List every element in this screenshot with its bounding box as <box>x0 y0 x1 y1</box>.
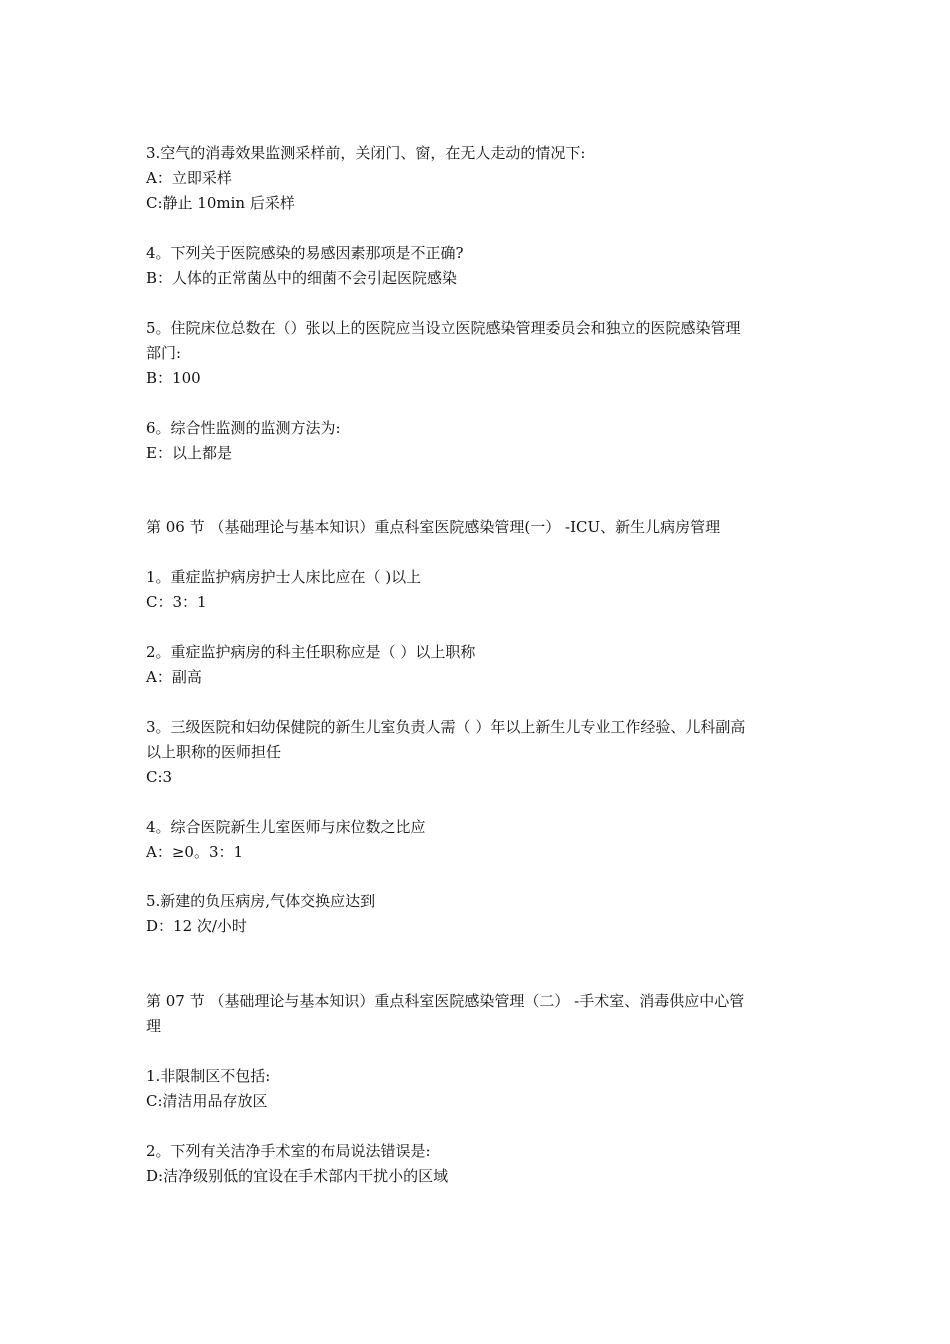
answer-option-b: B：人体的正常菌丛中的细菌不会引起医院感染 <box>146 269 458 287</box>
section-06-heading: 第 06 节 （基础理论与基本知识）重点科室医院感染管理(一） -ICU、新生儿病房管理 <box>146 518 721 536</box>
answer-option-c: C:静止 10min 后采样 <box>146 194 295 212</box>
answer-option-c: C:清洁用品存放区 <box>146 1092 268 1110</box>
answer-option-c: C：3：1 <box>146 593 207 611</box>
answer-option-b: B：100 <box>146 369 201 387</box>
question-2-text: 2。下列有关洁净手术室的布局说法错误是: <box>146 1142 431 1160</box>
question-5-text: 5.新建的负压病房,气体交换应达到 <box>146 892 376 910</box>
answer-option-a: A：≥0。3：1 <box>146 843 244 861</box>
question-5-text-cont: 部门: <box>146 344 182 362</box>
question-6-text: 6。综合性监测的监测方法为: <box>146 419 341 437</box>
answer-option-d: D:洁净级别低的宜设在手术部内干扰小的区域 <box>146 1167 449 1185</box>
question-3-text: 3.空气的消毒效果监测采样前，关闭门、窗，在无人走动的情况下: <box>146 144 586 162</box>
answer-option-a: A：副高 <box>146 668 202 686</box>
question-5-text: 5。住院床位总数在（）张以上的医院应当设立医院感染管理委员会和独立的医院感染管理 <box>146 319 741 337</box>
section-07-heading: 第 07 节 （基础理论与基本知识）重点科室医院感染管理（二） -手术室、消毒供应中心管 <box>146 992 745 1010</box>
question-3-text: 3。三级医院和妇幼保健院的新生儿室负责人需（ ）年以上新生儿专业工作经验、儿科副高 <box>146 718 746 736</box>
answer-option-d: D：12 次/小时 <box>146 917 247 935</box>
question-4-text: 4。综合医院新生儿室医师与床位数之比应 <box>146 818 426 836</box>
question-1-text: 1.非限制区不包括: <box>146 1067 271 1085</box>
section-07-heading-cont: 理 <box>146 1017 162 1035</box>
question-2-text: 2。重症监护病房的科主任职称应是（ ）以上职称 <box>146 643 476 661</box>
question-1-text: 1。重症监护病房护士人床比应在（ )以上 <box>146 568 422 586</box>
answer-option-a: A：立即采样 <box>146 169 232 187</box>
answer-option-c: C:3 <box>146 768 173 786</box>
question-3-text-cont: 以上职称的医师担任 <box>146 743 282 761</box>
question-4-text: 4。下列关于医院感染的易感因素那项是不正确? <box>146 244 464 262</box>
answer-option-e: E：以上都是 <box>146 444 232 462</box>
